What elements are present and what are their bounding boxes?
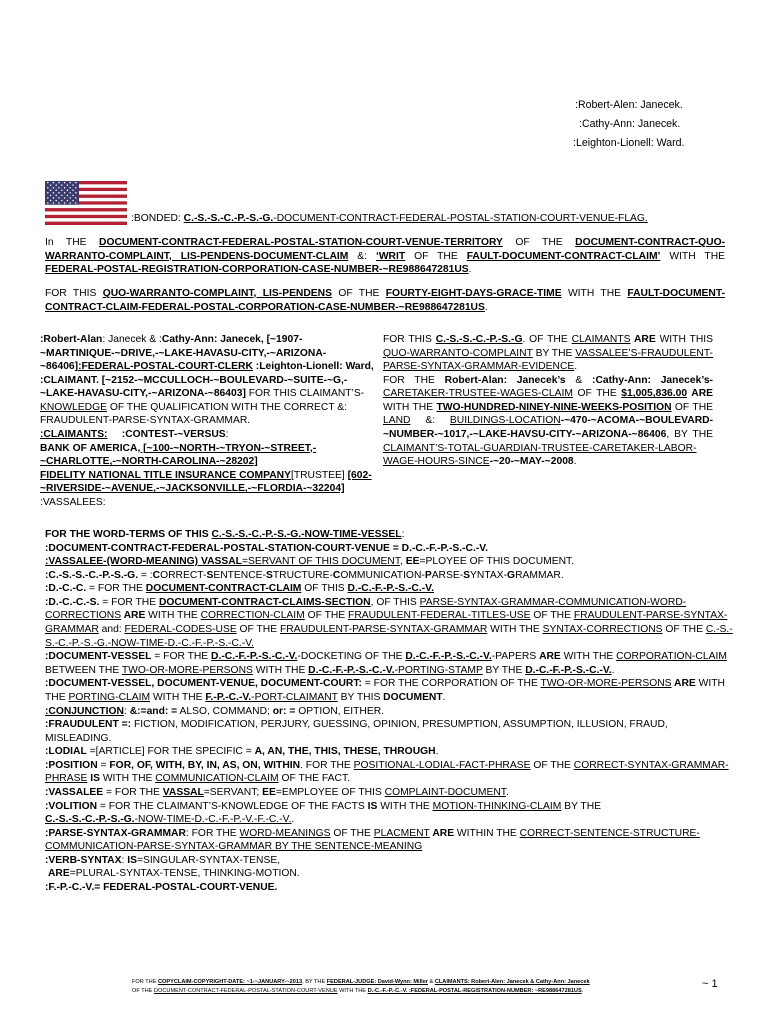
definition: :DOCUMENT-VESSEL = FOR THE D.-C.-F.-P.-S.-C.-V.-DOCKETING OF THE D.-C.-F.-P.-S.-C.-V.-PAPERS ARE WITH THE CORPORATION-CLAIM BETWEEN THE TWO-OR-MORE-PERSONS WITH THE D.-C.-F.-P.-S.-C.-V.-PORTING-STAMP BY THE D.-C.-F.-P.-S.-C.-V.. [45,651,727,676]
intro-paragraph: In THE DOCUMENT-CONTRACT-FEDERAL-POSTAL-STATION-COURT-VENUE-TERRITORY OF THE DOCUMENT-CONTRACT-QUO-WARRANTO-COMPLAINT, LIS-PENDENS-DOCUMENT-CLAIM &: ‘WRIT OF THE FAULT-DOCUMENT-CONTRACT-CLAIM’ WITH THE FEDERAL-POSTAL-REGISTRATION-CORPORATION-CASE-NUMBER-~RE988647281US. [45,237,726,276]
definition: :LODIAL =[ARTICLE] FOR THE SPECIFIC = A, AN, THE, THIS, THESE, THROUGH. [45,746,439,758]
page-number: ~ 1 [702,978,718,990]
definitions-heading: FOR THE WORD-TERMS OF THIS C.-S.-S.-C.-P.-S.-G.-NOW-TIME-VESSEL: [45,529,405,540]
definition: :VASSALEE-(WORD-MEANING) VASSAL=SERVANT OF THIS DOCUMENT, EE=PLOYEE OF THIS DOCUMENT. [45,556,575,568]
definition: :CONJUNCTION: &:=and: = ALSO, COMMAND; or: = OPTION, EITHER. [45,705,385,717]
name-line: :Robert-Alen: Janecek. [575,99,683,111]
name-line: :Cathy-Ann: Janecek. [579,118,681,130]
respondent-bank: BANK OF AMERICA, [~100-~NORTH-~TRYON-~STREET,-~CHARLOTTE,-~NORTH-CAROLINA-~28202] [40,442,317,468]
footer-line: OF THE DOCUMENT-CONTRACT-FEDERAL-POSTAL-STATION-COURT-VENUE WITH THE D.-C.-F.-P.-C.-V. :FEDERAL-POSTAL-REGISTRATION-NUMBER: ~RE988647281US. [132,987,584,994]
header-names [575,96,685,153]
definition: :D.-C.-C.-S. = FOR THE DOCUMENT-CONTRACT-CLAIMS-SECTION, OF THIS PARSE-SYNTAX-GRAMMAR-COMMUNICATION-WORD-CORRECTIONS ARE WITH THE CORRECTION-CLAIM OF THE FRAUDULENT-FEDERAL-TITLES-USE OF THE FRAUDULENT-PARSE-SYNTAX-GRAMMAR and: FEDERAL-CODES-USE OF THE FRAUDULENT-PARSE-SYNTAX-GRAMMAR WITH THE SYNTAX-CORRECTIONS OF THE C.-S.-S.-C.-P.-S.-G.-NOW-TIME-D.-C.-F.-P.-S.-C.-V. [45,596,733,649]
definition: :F.-P.-C.-V.= FEDERAL-POSTAL-COURT-VENUE. [45,882,278,894]
claim-paragraph-1: FOR THIS C.-S.-S.-C.-P.-S.-G. OF THE CLAIMANTS ARE WITH THIS QUO-WARRANTO-COMPLAINT BY THE VASSALEE’S-FRAUDULENT-PARSE-SYNTAX-GRAMMAR-EVIDENCE. [383,334,714,373]
claim-paragraph-2: FOR THE Robert-Alan: Janecek’s & :Cathy-Ann: Janecek’s-CARETAKER-TRUSTEE-WAGES-CLAIM OF THE $1,005,836.00 ARE WITH THE TWO-HUNDRED-NINEY-NINE-WEEKS-POSITION OF THE LAND &: BUILDINGS-LOCATION-~470-~ACOMA-~BOULEVARD-~NUMBER-~1017,-~LAKE-HAVSU-CITY-~ARIZONA-~86406, BY THE CLAIMANT’S-TOTAL-GUARDIAN-TRUSTEE-CARETAKER-LABOR-WAGE-HOURS-SINCE-~20-~MAY-~2008. [383,374,713,468]
definition: :VOLITION = FOR THE CLAIMANT’S-KNOWLEDGE OF THE FACTS IS WITH THE MOTION-THINKING-CLAIM BY THE C.-S.-S.-C.-P.-S.-G.-NOW-TIME-D.-C.-F.-P.-V.-F.-C.-V.. [45,800,602,826]
contest-line: :CLAIMANTS: :CONTEST-~VERSUS: [40,429,229,441]
definition: :FRAUDULENT =: FICTION, MODIFICATION, PERJURY, GUESSING, OPINION, PRESUMPTION, ASSUMPTION, ILLUSION, FRAUD, MISLEADING. [45,719,668,744]
definition: :PARSE-SYNTAX-GRAMMAR: FOR THE WORD-MEANINGS OF THE PLACMENT ARE WITHIN THE CORRECT-SENTENCE-STRUCTURE-COMMUNICATION-PARSE-SYNTAX-GRAMMAR BY THE SENTENCE-MEANING [45,827,700,853]
grace-time-paragraph: FOR THIS QUO-WARRANTO-COMPLAINT, LIS-PENDENS OF THE FOURTY-EIGHT-DAYS-GRACE-TIME WITH THE FAULT-DOCUMENT-CONTRACT-CLAIM-FEDERAL-POSTAL-CORPORATION-CASE-NUMBER-~RE988647281US. [45,288,725,313]
definition: :POSITION = FOR, OF, WITH, BY, IN, AS, ON, WITHIN. FOR THE POSITIONAL-LODIAL-FACT-PHRASE OF THE CORRECT-SYNTAX-GRAMMAR-PHRASE IS WITH THE COMMUNICATION-CLAIM OF THE FACT. [45,759,729,785]
clerk-address: :CLAIMANT. [~2152-~MCCULLOCH-~BOULEVARD-~SUITE-~G,-~LAKE-HAVASU-CITY,-~ARIZONA-~86403] FOR THIS CLAIMANT’S-KNOWLEDGE OF THE QUALIFICATION WITH THE CORRECT &: FRAUDULENT-PARSE-SYNTAX-GRAMMAR. [40,374,365,427]
definition: :DOCUMENT-CONTRACT-FEDERAL-POSTAL-STATION-COURT-VENUE = D.-C.-F.-P.-S.-C.-V. [45,542,489,554]
respondent-title-company: FIDELITY NATIONAL TITLE INSURANCE COMPANY[TRUSTEE] [602-~RIVERSIDE-~AVENUE,-~JACKSONVILLE,-~FLORDIA-~32204] [40,469,372,495]
claimants-address: :Robert-Alan: Janecek & :Cathy-Ann: Janecek, [~1907-~MARTINIQUE-~DRIVE,-~LAKE-HAVASU-CITY,-~ARIZONA-~86406]:FEDERAL-POSTAL-COURT-CLERK :Leighton-Lionell: Ward, [40,334,374,373]
definition: :DOCUMENT-VESSEL, DOCUMENT-VENUE, DOCUMENT-COURT: = FOR THE CORPORATION OF THE TWO-OR-MORE-PERSONS ARE WITH THE PORTING-CLAIM WITH THE F.-P.-C.-V.-PORT-CLAIMANT BY THIS DOCUMENT. [45,678,725,703]
claim-column [383,333,713,469]
name-line: :Leighton-Lionell: Ward. [573,137,685,149]
definition: ARE=PLURAL-SYNTAX-TENSE, THINKING-MOTION. [48,868,300,880]
vassalees-label: :VASSALEES: [40,496,106,508]
us-flag-icon [45,181,127,225]
definitions-section [45,528,735,895]
flag-title: :BONDED: C.-S.-S.-C.-P.-S.-G.-DOCUMENT-CONTRACT-FEDERAL-POSTAL-STATION-COURT-VENUE-FLAG. [131,213,648,224]
footer-line: FOR THE COPYCLAIM-COPYRIGHT-DATE: ~1-~JANUARY-~2013, BY THE FEDERAL-JUDGE: David-Wynn: Miller & CLAIMANTS: Robert-Alen: Janecek & Cathy-Ann: Janecek [132,979,590,985]
footer [132,978,672,995]
parties-column [40,333,376,510]
definition: :D.-C.-C. = FOR THE DOCUMENT-CONTRACT-CLAIM OF THIS D.-C.-F.-P.-S.-C.-V. [45,583,434,595]
definition: :VASSALEE = FOR THE VASSAL=SERVANT; EE=EMPLOYEE OF THIS COMPLAINT-DOCUMENT. [45,786,509,798]
definition: :VERB-SYNTAX: IS=SINGULAR-SYNTAX-TENSE, [45,854,281,866]
definition: :C.-S.-S.-C.-P.-S.-G. = :CORRECT-SENTENCE-STRUCTURE-COMMUNICATION-PARSE-SYNTAX-GRAMMAR. [45,569,564,581]
